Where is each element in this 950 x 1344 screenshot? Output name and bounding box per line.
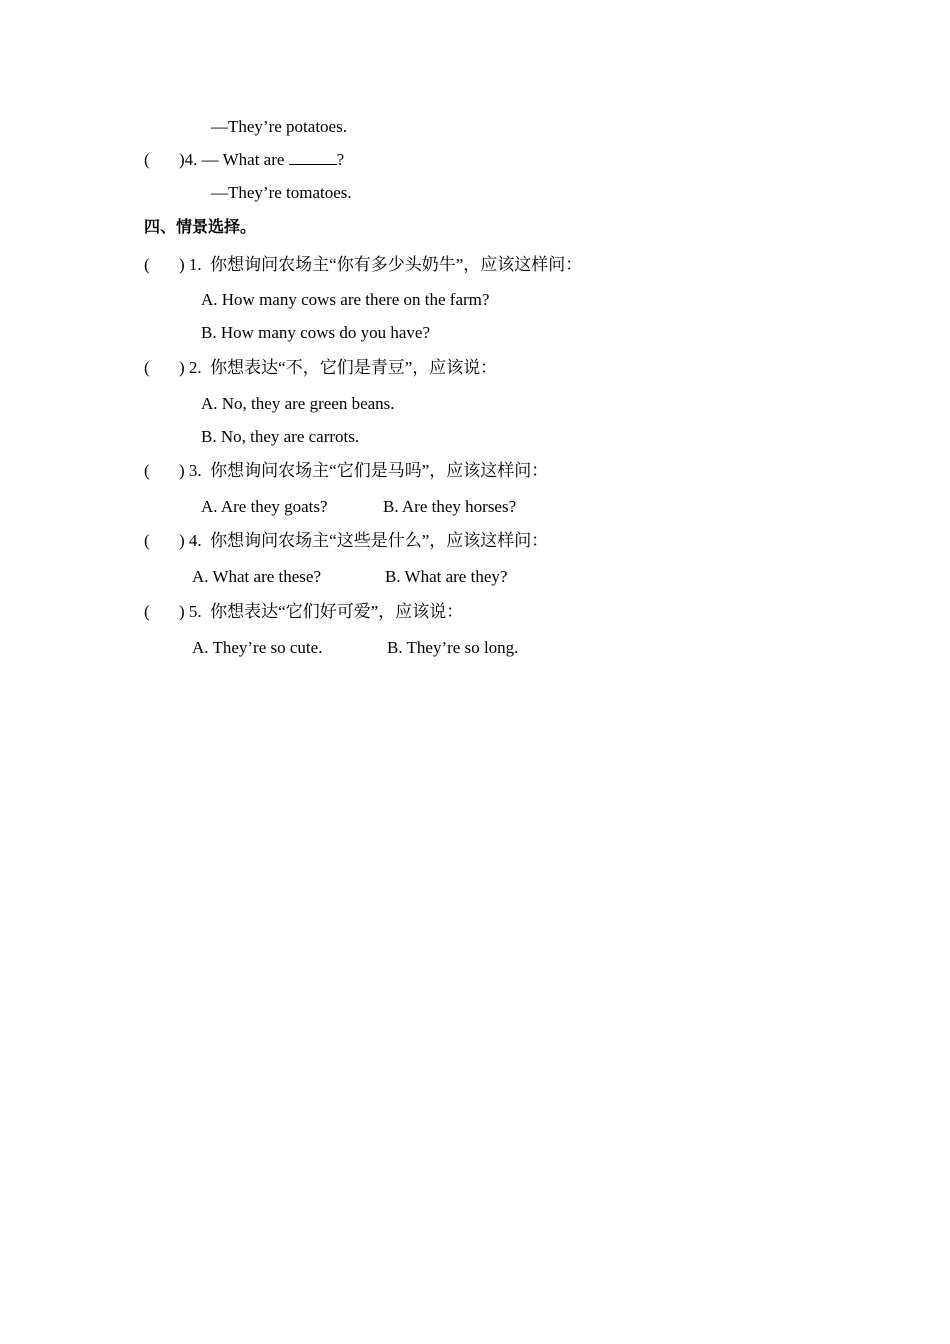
question-4b-text: ) 4. 你想询问农场主“这些是什么”，应该这样问： <box>179 531 549 550</box>
question-2-option-b: B. No, they are carrots. <box>201 427 360 446</box>
question-2-paren: ( <box>144 358 150 377</box>
section-heading: 四、情景选择。 <box>144 217 257 236</box>
question-3-option-a: A. Are they goats? <box>201 497 328 516</box>
question-4-paren: ( <box>144 150 150 169</box>
question-1-option-a: A. How many cows are there on the farm? <box>201 290 490 309</box>
question-4b-option-a: A. What are these? <box>192 567 322 586</box>
question-5-paren: ( <box>144 602 150 621</box>
question-3-paren: ( <box>144 461 150 480</box>
question-4b-option-b: B. What are they? <box>385 567 508 586</box>
question-1-text: ) 1. 你想询问农场主“你有多少头奶牛”，应该这样问： <box>179 255 583 274</box>
question-1-paren: ( <box>144 255 150 274</box>
question-3-option-b: B. Are they horses? <box>383 497 517 516</box>
question-2-text: ) 2. 你想表达“不，它们是青豆”，应该说： <box>179 358 498 377</box>
answer-blank[interactable] <box>289 150 337 165</box>
question-4 <box>179 150 344 170</box>
question-4-suffix: ? <box>336 150 345 169</box>
answer-3: —They’re potatoes. <box>211 117 347 136</box>
question-1-option-b: B. How many cows do you have? <box>201 323 430 342</box>
question-3-text: ) 3. 你想询问农场主“它们是马吗”，应该这样问： <box>179 461 549 480</box>
question-4b-paren: ( <box>144 531 150 550</box>
question-4-prefix: )4. — What are <box>179 150 289 169</box>
answer-4: —They’re tomatoes. <box>211 183 352 202</box>
question-2-option-a: A. No, they are green beans. <box>201 394 395 413</box>
question-5-text: ) 5. 你想表达“它们好可爱”，应该说： <box>179 602 464 621</box>
question-5-option-b: B. They’re so long. <box>387 638 519 657</box>
question-5-option-a: A. They’re so cute. <box>192 638 323 657</box>
